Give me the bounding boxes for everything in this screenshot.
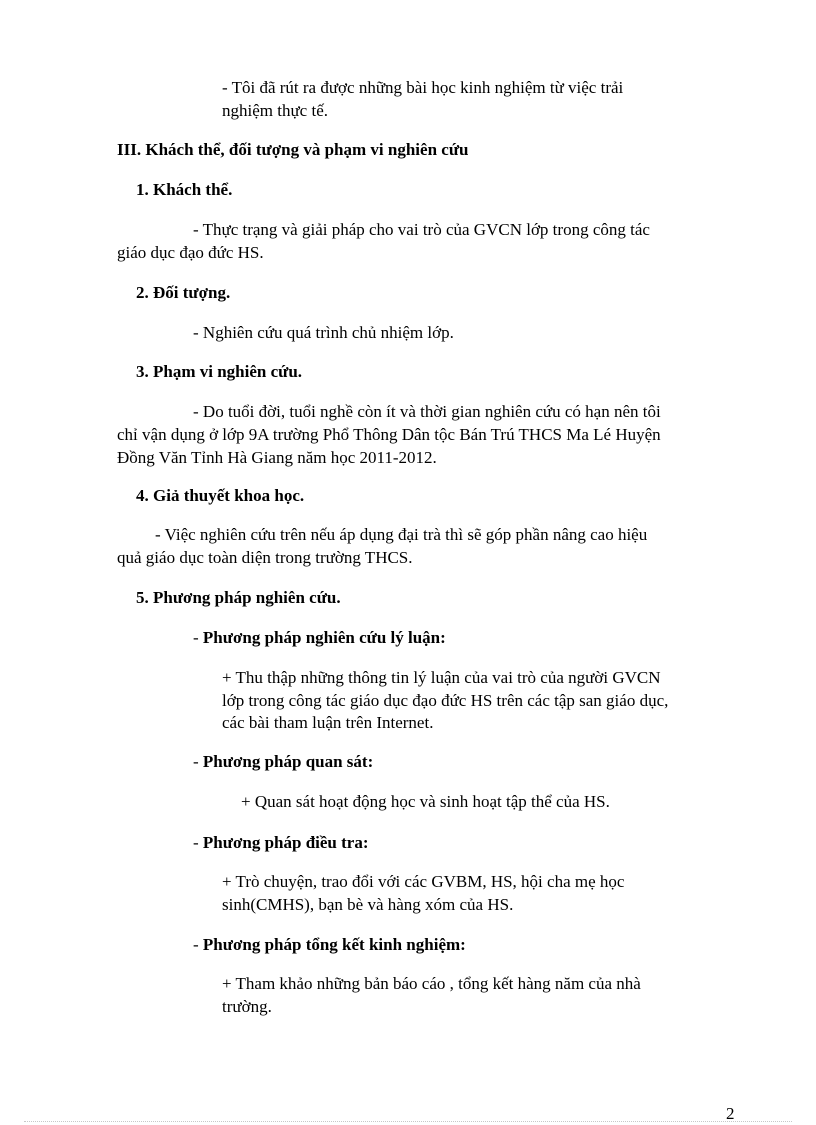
- method-observation-title: - Phương pháp quan sát:: [193, 752, 374, 771]
- method-survey-title-text: Phương pháp điều tra:: [202, 833, 369, 852]
- page-number: 2: [726, 1104, 735, 1123]
- method-experience-line-2: trường.: [222, 997, 272, 1016]
- intro-line-2: nghiệm thực tế.: [222, 101, 328, 120]
- method-theory-title-text: Phương pháp nghiên cứu lý luận:: [202, 628, 446, 647]
- subsection-heading-scope: 3. Phạm vi nghiên cứu.: [136, 362, 303, 381]
- subsection-heading-methods: 5. Phương pháp nghiên cứu.: [136, 588, 341, 607]
- subject-line-1: - Nghiên cứu quá trình chủ nhiệm lớp.: [193, 323, 454, 342]
- method-experience-title: - Phương pháp tổng kết kinh nghiệm:: [193, 935, 466, 954]
- method-theory-line-2: lớp trong công tác giáo dục đạo đức HS trên các tập san giáo dục,: [222, 691, 669, 710]
- hypothesis-line-1: - Việc nghiên cứu trên nếu áp dụng đại trà thì sẽ góp phần nâng cao hiệu: [155, 525, 648, 544]
- scope-line-2: chỉ vận dụng ở lớp 9A trường Phổ Thông Dân tộc Bán Trú THCS Ma Lé Huyện: [117, 425, 661, 444]
- footer-divider: [24, 1121, 792, 1122]
- section-heading: III. Khách thể, đối tượng và phạm vi nghiên cứu: [117, 140, 469, 159]
- method-theory-line-3: các bài tham luận trên Internet.: [222, 713, 434, 732]
- method-experience-line-1: + Tham khảo những bản báo cáo , tổng kết hàng năm của nhà: [222, 974, 641, 993]
- method-observation-line-1: + Quan sát hoạt động học và sinh hoạt tập thể của HS.: [241, 792, 610, 811]
- subsection-heading-object: 1. Khách thể.: [136, 180, 233, 199]
- scope-line-1: - Do tuổi đời, tuổi nghề còn ít và thời gian nghiên cứu có hạn nên tôi: [193, 402, 661, 421]
- object-line-1: - Thực trạng và giải pháp cho vai trò của GVCN lớp trong công tác: [193, 220, 650, 239]
- method-theory-title: - Phương pháp nghiên cứu lý luận:: [193, 628, 446, 647]
- method-survey-line-2: sinh(CMHS), bạn bè và hàng xóm của HS.: [222, 895, 514, 914]
- method-observation-title-text: Phương pháp quan sát:: [202, 752, 374, 771]
- method-experience-title-text: Phương pháp tổng kết kinh nghiệm:: [202, 935, 466, 954]
- scope-line-3: Đồng Văn Tỉnh Hà Giang năm học 2011-2012.: [117, 448, 437, 467]
- method-survey-title: - Phương pháp điều tra:: [193, 833, 369, 852]
- subsection-heading-hypothesis: 4. Giả thuyết khoa học.: [136, 486, 305, 505]
- hypothesis-line-2: quả giáo dục toàn diện trong trường THCS.: [117, 548, 413, 567]
- intro-line-1: - Tôi đã rút ra được những bài học kinh nghiệm từ việc trải: [222, 78, 624, 97]
- object-line-2: giáo dục đạo đức HS.: [117, 243, 264, 262]
- method-theory-line-1: + Thu thập những thông tin lý luận của vai trò của người GVCN: [222, 668, 661, 687]
- subsection-heading-subject: 2. Đối tượng.: [136, 283, 231, 302]
- method-survey-line-1: + Trò chuyện, trao đổi với các GVBM, HS, hội cha mẹ học: [222, 872, 625, 891]
